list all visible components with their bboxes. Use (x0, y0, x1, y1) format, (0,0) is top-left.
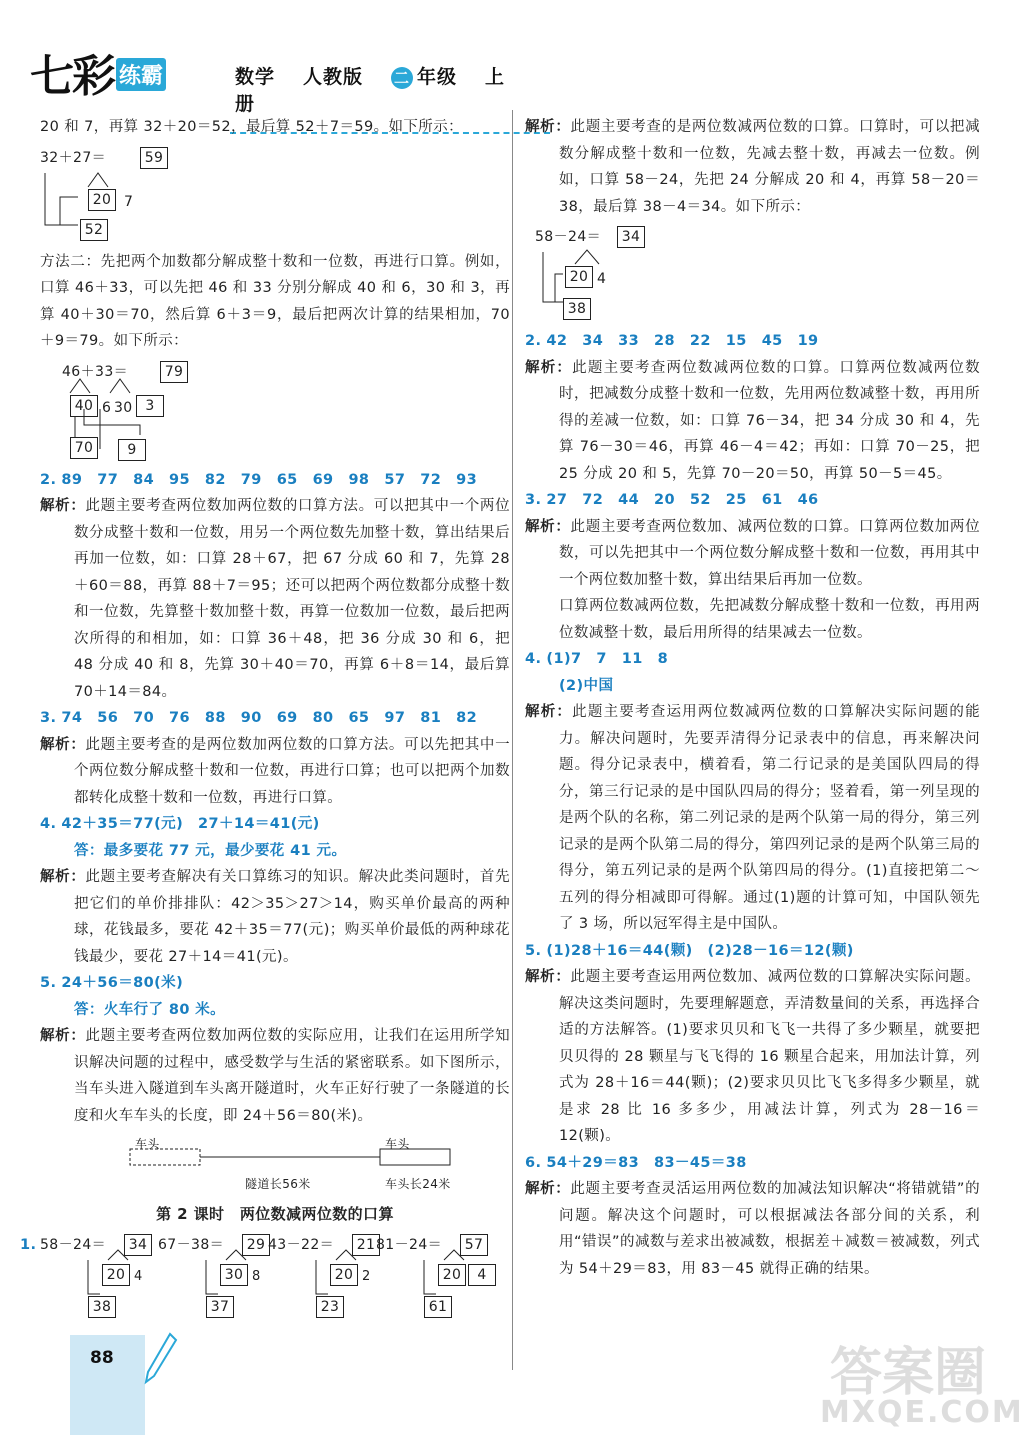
analysis-text: 此题主要考查的是两位数减两位数的口算。口算时，可以把减数分解成整十数和一位数，先减去整十数，再减去一位数。例如，口算 58－24，先把 24 分解成 20 和 4，再算 58－20＝38，最后算 38－4＝34。如下所示： (559, 119, 980, 215)
watermark-url: MXQE.COM (820, 1395, 1024, 1430)
train-diagram (40, 1133, 510, 1193)
tens-box: 20 (330, 1264, 358, 1286)
volume: 上册 (235, 66, 506, 115)
answers-2: (2)中国 (559, 677, 614, 694)
answers: 42 34 33 28 22 15 45 19 (546, 333, 819, 349)
logo-tag: 练霸 (116, 58, 166, 91)
page-number: 88 (90, 1348, 114, 1368)
answer-box: 29 (242, 1234, 270, 1256)
ones-value-1: 6 (102, 399, 112, 416)
diagram-58-24 (535, 224, 980, 324)
tens-box-1: 40 (70, 395, 98, 417)
analysis-text: 此题主要考查灵活运用两位数的加减法知识解决“将错就错”的问题。解决这个问题时，可以根据减法各部分间的关系，利用“错误”的减数与差求出被减数，根据差＋减数＝被减数，列式为 54＋29＝83，用 83－45 就得正确的结果。 (559, 1181, 980, 1277)
answer-box: 34 (617, 226, 645, 248)
analysis-text: 此题主要考查运用两位数加、减两位数的口算解决实际问题。解决这类问题时，先要理解题意，弄清数量间的关系，再选择合适的方法解答。(1)要求贝贝和飞飞一共得了多少颗星，就要把贝贝得的 28 颗星与飞飞得的 16 颗星合起来，用加法计算，列式为 28＋16＝44(颗)；(2)要求贝贝比飞飞多得多少颗星，就是求 28 比 16 多多少，用减法计算，列式为 28－16＝12(颗)。 (559, 969, 980, 1144)
analysis-text: 此题主要考查两位数加、减两位数的口算。口算两位数加两位数，可以先把其中一个两位数分解成整十数和一位数，再用其中一个两位数加整十数，算出结果后再加一位数。 (559, 518, 980, 588)
tunnel-length: 隧道长56米 (245, 1177, 311, 1191)
answer-box: 59 (140, 147, 168, 169)
equation: 81－24＝ (376, 1236, 443, 1253)
equation: 67－38＝ (158, 1236, 225, 1253)
answer-sentence: 答：最多要花 77 元，最少要花 41 元。 (74, 842, 347, 859)
ones-sum-box: 9 (118, 439, 146, 461)
ones-value: 8 (252, 1268, 261, 1284)
train-head-label: 车头 (385, 1137, 410, 1151)
subject: 数学 (235, 66, 276, 88)
ones-value: 4 (134, 1268, 143, 1284)
analysis-label: 解析： (40, 1028, 86, 1044)
question-number: 5. (525, 942, 542, 959)
train-head-label: 车头 (135, 1137, 160, 1151)
ones-box: 4 (468, 1264, 496, 1286)
answers: 24＋56＝80(米) (61, 975, 184, 991)
answers: 54＋29＝83 83－45＝38 (546, 1154, 747, 1171)
header-title (235, 62, 520, 116)
edition: 人教版 (303, 66, 364, 88)
tens-box: 20 (102, 1264, 130, 1286)
question-number: 4. (525, 651, 542, 667)
tens-box: 20 (88, 189, 116, 211)
analysis-text: 此题主要考查解决有关口算练习的知识。解决此类问题时，首先把它们的单价排排队：42＞35＞27＞14，购买单价最高的两种球，花钱最多，要花 42＋35＝77(元)；购买单价最低的两种球花钱最少，要花 27＋14＝41(元)。 (74, 869, 510, 965)
grade-suffix: 年级 (417, 66, 458, 88)
head-length: 车头长24米 (385, 1177, 451, 1191)
answer-sentence: 答：火车行了 80 米。 (74, 1001, 226, 1018)
analysis-text: 此题主要考查的是两位数加两位数的口算方法。可以先把其中一个两位数分解成整十数和一位数，再进行口算；也可以把两个加数都转化成整十数和一位数，再进行口算。 (74, 736, 510, 806)
page-header (30, 40, 520, 115)
q1-diagram-row (20, 1232, 510, 1322)
diagram-32-27 (40, 145, 510, 245)
column-divider (512, 110, 513, 1370)
lesson-title: 第 2 课时 两位数减两位数的口算 (156, 1205, 394, 1223)
tens-box: 20 (565, 266, 593, 288)
equation: 32＋27＝ (40, 149, 107, 166)
continued-text: 20 和 7，再算 32＋20＝52，最后算 52＋7＝59。如下所示： (40, 119, 463, 135)
tens-value-2: 30 (114, 399, 133, 416)
answer-box: 79 (160, 361, 188, 383)
partial-box: 38 (563, 298, 591, 320)
tens-sum-box: 70 (70, 437, 98, 459)
ones-value: 4 (597, 271, 607, 287)
answer-box: 57 (460, 1234, 488, 1256)
equation: 43－22＝ (268, 1236, 335, 1253)
analysis-text: 此题主要考查两位数加两位数的实际应用，让我们在运用所学知识解决问题的过程中，感受数学与生活的紧密联系。如下图所示，当车头进入隧道到车头离开隧道时，火车正好行驶了一条隧道的长度和火车车头的长度，即 24＋56＝80(米)。 (74, 1028, 510, 1124)
analysis-text: 此题主要考查两位数加两位数的口算方法。可以把其中一个两位数分成整十数和一位数，用另一个两位数先加整十数，算出结果后再加一位数，如：口算 28＋67，把 67 分成 60 和 7，先算 28＋60＝88，再算 88＋7＝95；还可以把两个两位数都分成整十数和一位数，先算整十数加整十数，再算一位数加一位数，最后把两次所得的和相加，如：口算 36＋48，把 36 分成 30 和 6，把 48 分成 40 和 8，先算 30＋40＝70，再算 6＋8＝14，最后算 70＋14＝84。 (74, 498, 510, 700)
ones-box-2: 3 (136, 395, 164, 417)
analysis-label: 解析： (525, 1181, 571, 1197)
partial-box: 38 (88, 1296, 116, 1318)
answer-box: 21 (352, 1234, 380, 1256)
equation: 58－24＝ (535, 229, 602, 245)
question-number: 2. (40, 471, 57, 488)
answers: 89 77 84 95 82 79 65 69 98 57 72 93 (61, 471, 478, 488)
tens-box: 30 (220, 1264, 248, 1286)
question-number: 6. (525, 1154, 542, 1171)
question-number: 5. (40, 975, 57, 991)
ones-value: 2 (362, 1268, 371, 1284)
answers: 74 56 70 76 88 90 69 80 65 97 81 82 (61, 710, 478, 726)
question-number: 2. (525, 333, 542, 349)
analysis-label: 解析： (40, 869, 86, 885)
pencil-icon (140, 1330, 180, 1390)
answers: 27 72 44 20 52 25 61 46 (546, 492, 819, 508)
equation: 58－24＝ (40, 1236, 107, 1253)
analysis-label: 解析： (40, 498, 86, 514)
analysis-label: 解析： (40, 736, 86, 753)
analysis-label: 解析： (525, 359, 573, 376)
right-column (525, 114, 980, 1282)
diagram-46-33 (40, 359, 510, 463)
answers: (1)28＋16＝44(颗) (2)28－16＝12(颗) (546, 942, 854, 959)
answers: 42＋35＝77(元) 27＋14＝41(元) (61, 816, 320, 832)
logo-text: 七彩 (30, 51, 114, 102)
question-number: 1. (20, 1236, 37, 1253)
analysis-label: 解析： (525, 969, 571, 985)
analysis-label: 解析： (525, 119, 571, 135)
watermark: 答案圈 (830, 1343, 987, 1403)
answer-box: 34 (124, 1234, 152, 1256)
partial-box: 52 (80, 219, 108, 241)
partial-box: 37 (206, 1296, 234, 1318)
analysis-text: 此题主要考查两位数减两位数的口算。口算两位数减两位数时，把减数分成整十数和一位数，先用两位数减整十数，再用所得的差减一位数，如：口算 76－34，把 34 分成 30 和 4，先算 76－30＝46，再算 46－4＝42；再如：口算 70－25，把 25 分成 20 和 5，先算 70－20＝50，再算 50－5＝45。 (559, 359, 980, 482)
question-number: 3. (40, 710, 57, 726)
question-number: 4. (40, 816, 57, 832)
method-two-text: 方法二：先把两个加数都分解成整十数和一位数，再进行口算。例如，口算 46＋33，可以先把 46 和 33 分别分解成 40 和 6，30 和 3，再算 40＋30＝70，然后算 6＋3＝9，最后把两次计算的结果相加，70＋9＝79。如下所示： (40, 253, 510, 349)
answers: (1)7 7 11 8 (546, 651, 669, 667)
left-column (20, 114, 510, 1326)
tens-box: 20 (438, 1264, 466, 1286)
analysis-text-2: 口算两位数减两位数，先把减数分解成整十数和一位数，再用两位数减整十数，最后用所得的结果减去一位数。 (559, 598, 980, 641)
analysis-label: 解析： (525, 518, 571, 535)
ones-value: 7 (124, 193, 134, 210)
grade-mark: 二 (391, 67, 413, 89)
partial-box: 61 (424, 1296, 452, 1318)
equation: 46＋33＝ (62, 363, 129, 380)
analysis-text: 此题主要考查运用两位数减两位数的口算解决实际问题的能力。解决问题时，先要弄清得分记录表中的信息，再来解决问题。得分记录表中，横着看，第二行记录的是美国队四局的得分，第三行记录的是中国队四局的得分；竖着看，第一列呈现的是两个队的名称，第二列记录的是两个队第一局的得分，第三列记录的是两个队第二局的得分，第四列记录的是两个队第三局的得分，第五列记录的是两个队第四局的得分。(1)直接把第二～五列的得分相减即可得解。通过(1)题的计算可知，中国队领先了 3 场，所以冠军得主是中国队。 (559, 704, 980, 932)
analysis-label: 解析： (525, 704, 573, 720)
partial-box: 23 (316, 1296, 344, 1318)
logo (30, 40, 166, 104)
question-number: 3. (525, 492, 542, 508)
